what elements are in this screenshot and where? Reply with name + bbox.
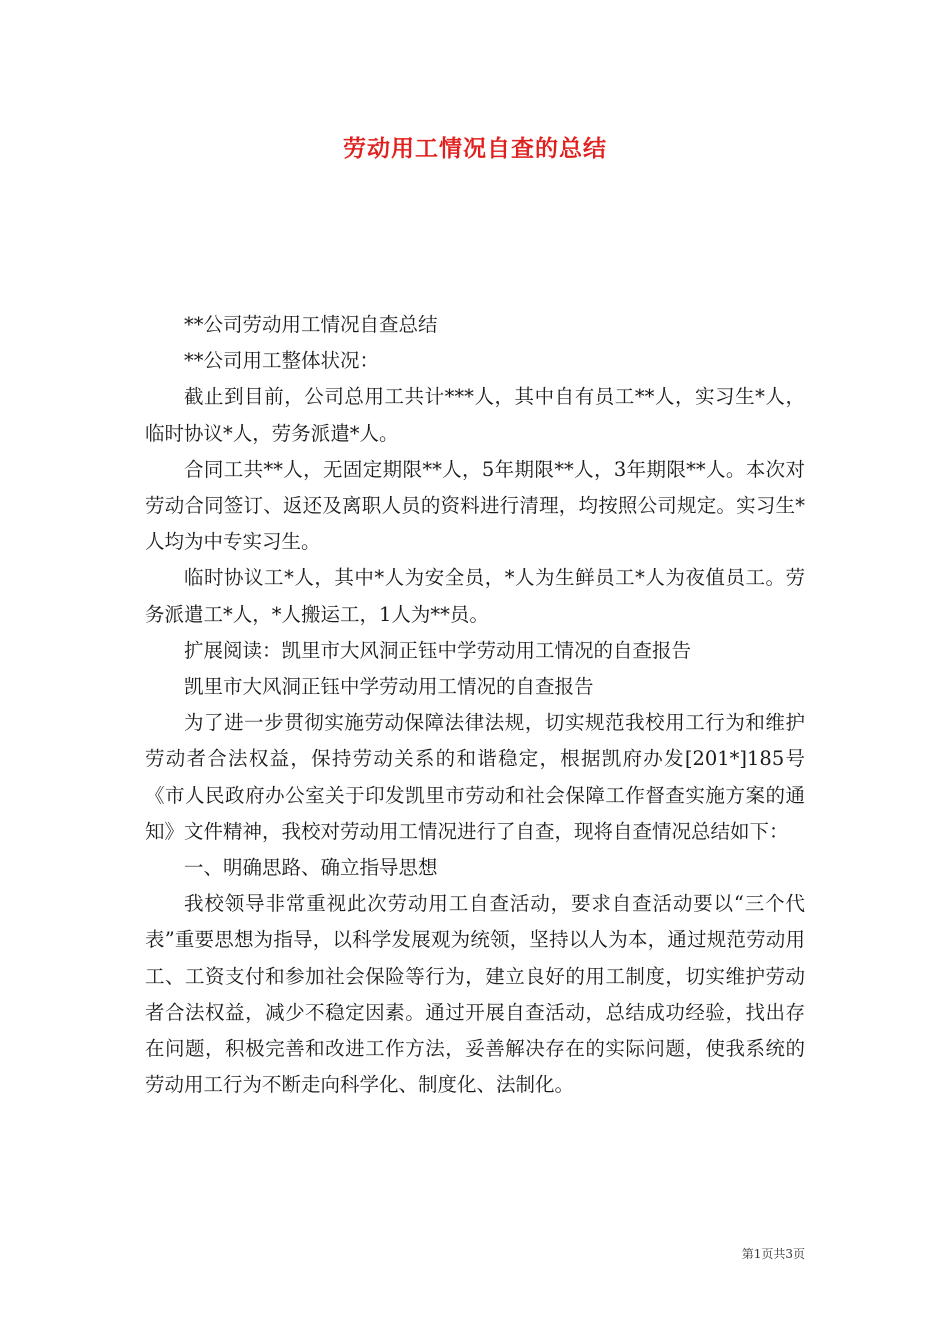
document-title: 劳动用工情况自查的总结: [343, 135, 607, 162]
paragraph-contracts: 合同工共**人，无固定期限**人，5年期限**人，3年期限**人。本次对劳动合同签订、返还及离职人员的资料进行清理，均按照公司规定。实习生*人均为中专实习生。: [145, 457, 805, 554]
paragraph-overall-status-heading: **公司用工整体状况：: [184, 349, 380, 373]
paragraph-section-one-body: 我校领导非常重视此次劳动用工自查活动，要求自查活动要以“三个代表”重要思想为指导，以科学发展观为统领，坚持以人为本，通过规范劳动用工、工资支付和参加社会保险等行为，建立良好的用工制度，切实维护劳动者合法权益，减少不稳定因素。通过开展自查活动，总结成功经验，找出存在问题，积极完善和改进工作方法，妥善解决存在的实际问题，使我系统的劳动用工行为不断走向科学化、制度化、法制化。: [145, 892, 805, 1097]
paragraph-introduction: 为了进一步贯彻实施劳动保障法律法规，切实规范我校用工行为和维护劳动者合法权益，保持劳动关系的和谐稳定，根据凯府办发[201*]185号《市人民政府办公室关于印发凯里市劳动和社会保障工作督查实施方案的通知》文件精神，我校对劳动用工情况进行了自查，现将自查情况总结如下：: [145, 711, 805, 843]
paragraph-section-one-heading: 一、明确思路、确立指导思想: [184, 856, 438, 880]
paragraph-extended-reading: 扩展阅读：凯里市大风洞正钰中学劳动用工情况的自查报告: [184, 638, 692, 662]
paragraph-temporary-workers: 临时协议工*人，其中*人为安全员，*人为生鲜员工*人为夜值员工。劳务派遣工*人，*人搬运工，1人为**员。: [145, 566, 805, 626]
paragraph-staff-count: 截止到目前，公司总用工共计***人，其中自有员工**人，实习生*人，临时协议*人，劳务派遣*人。: [145, 385, 805, 445]
document-body: [145, 307, 805, 1103]
paragraph-report-title: 凯里市大风洞正钰中学劳动用工情况的自查报告: [184, 675, 594, 699]
page-number-footer: 第1页共3页: [741, 1247, 805, 1261]
paragraph-company-summary-heading: **公司劳动用工情况自查总结: [184, 313, 438, 336]
